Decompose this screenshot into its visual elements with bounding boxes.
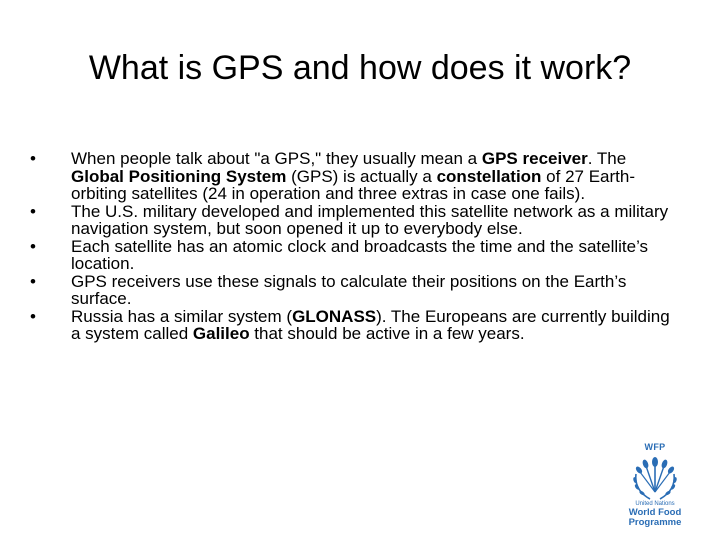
bullet-text: Russia has a similar system ( bbox=[71, 306, 293, 326]
wfp-logo bbox=[622, 442, 688, 530]
bullet-list bbox=[30, 150, 670, 343]
bold-term: Global Positioning System bbox=[71, 166, 287, 186]
bullet-text: GPS receivers use these signals to calculate their positions on the Earth’s surface. bbox=[71, 271, 627, 308]
bullet-item bbox=[30, 203, 670, 238]
bullet-dot: • bbox=[30, 271, 36, 291]
bullet-text: Each satellite has an atomic clock and broadcasts the time and the satellite’s location. bbox=[71, 236, 649, 273]
bold-term: constellation bbox=[436, 166, 542, 186]
bullet-text: The U.S. military developed and implemented this satellite network as a military navigation system, but soon opened it up to everybody else. bbox=[71, 201, 669, 238]
bullet-dot: • bbox=[30, 149, 36, 168]
bullet-dot: • bbox=[30, 201, 36, 221]
bullet-item bbox=[30, 308, 670, 343]
bold-term: GLONASS bbox=[292, 306, 377, 326]
bullet-text: (GPS) is actually a bbox=[286, 166, 437, 186]
bullet-dot: • bbox=[30, 306, 36, 326]
bullet-item bbox=[30, 273, 670, 308]
logo-line-programme: Programme bbox=[628, 517, 682, 528]
bullet-item bbox=[30, 150, 670, 203]
bullet-text: of 27 Earth-orbiting satellites (24 in operation and three extras in case one fails). bbox=[71, 166, 636, 203]
slide-title: What is GPS and how does it work? bbox=[88, 49, 632, 87]
bullet-text: . The bbox=[587, 149, 627, 168]
bullet-text: When people talk about "a GPS," they usually mean a bbox=[71, 149, 482, 168]
bullet-item bbox=[30, 238, 670, 273]
logo-line-world-food: World Food bbox=[628, 507, 682, 518]
bold-term: GPS receiver bbox=[481, 149, 588, 168]
bold-term: Galileo bbox=[192, 324, 250, 343]
logo-line-united-nations: United Nations bbox=[635, 501, 675, 507]
bullet-dot: • bbox=[30, 236, 36, 256]
un-wheat-wreath-icon bbox=[628, 452, 682, 502]
logo-abbrev: WFP bbox=[644, 442, 666, 452]
bullet-text: that should be active in a few years. bbox=[249, 324, 525, 343]
bullet-text: ). The Europeans are currently building a system called bbox=[71, 306, 670, 343]
